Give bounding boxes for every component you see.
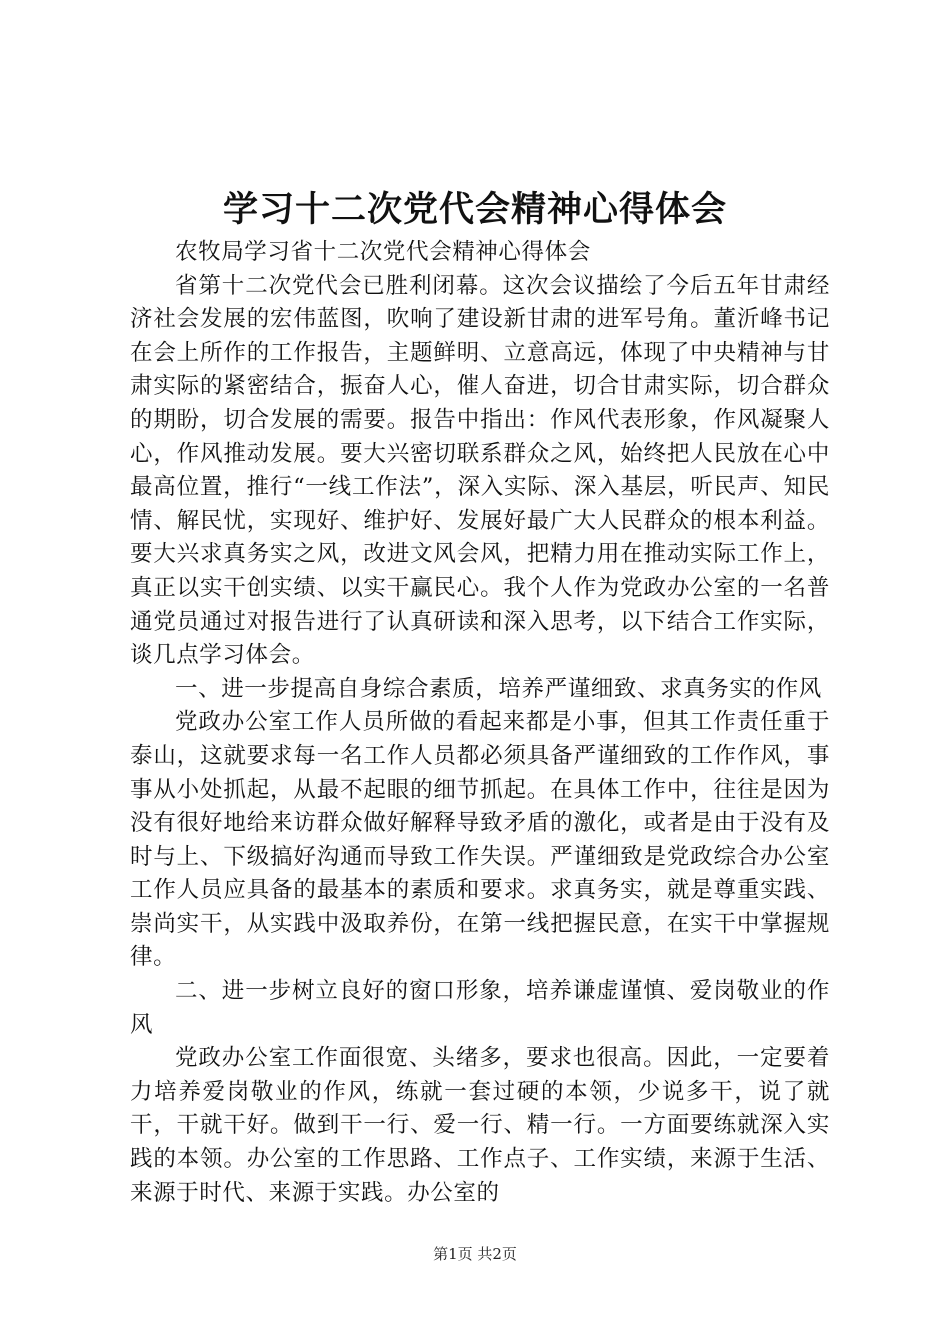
section-2-paragraph: 党政办公室工作面很宽、头绪多，要求也很高。因此，一定要着力培养爱岗敬业的作风，练就一套过硬的本领，少说多干，说了就干，干就干好。做到干一行、爱一行、精一行。一方面要练就深入实践的本领。办公室的工作思路、工作点子、工作实绩，来源于生活、来源于时代、来源于实践。办公室的 <box>130 1045 830 1206</box>
intro-paragraph: 省第十二次党代会已胜利闭幕。这次会议描绘了今后五年甘肃经济社会发展的宏伟蓝图，吹响了建设新甘肃的进军号角。董沂峰书记在会上所作的工作报告，主题鲜明、立意高远，体现了中央精神与甘肃实际的紧密结合，振奋人心，催人奋进，切合甘肃实际，切合群众的期盼，切合发展的需要。报告中指出：作风代表形象，作风凝聚人心，作风推动发展。要大兴密切联系群众之风，始终把人民放在心中最高位置，推行“一线工作法”，深入实际、深入基层，听民声、知民情、解民忧，实现好、维护好、发展好最广大人民群众的根本利益。要大兴求真务实之风，改进文风会风，把精力用在推动实际工作上，真正以实干创实绩、以实干赢民心。我个人作为党政办公室的一名普通党员通过对报告进行了认真研读和深入思考，以下结合工作实际，谈几点学习体会。 <box>130 272 830 669</box>
document-title: 学习十二次党代会精神心得体会 <box>222 189 727 230</box>
section-heading-2: 二、进一步树立良好的窗口形象，培养谦虚谨慎、爱岗敬业的作风 <box>130 978 830 1038</box>
document-body <box>130 236 830 1210</box>
section-1-paragraph: 党政办公室工作人员所做的看起来都是小事，但其工作责任重于泰山，这就要求每一名工作人员都必须具备严谨细致的工作作风，事事从小处抓起，从最不起眼的细节抓起。在具体工作中，往往是因为没有很好地给来访群众做好解释导致矛盾的激化，或者是由于没有及时与上、下级搞好沟通而导致工作失误。严谨细致是党政综合办公室工作人员应具备的最基本的素质和要求。求真务实，就是尊重实践、崇尚实干，从实践中汲取养份，在第一线把握民意，在实干中掌握规律。 <box>130 709 830 971</box>
subtitle-paragraph: 农牧局学习省十二次党代会精神心得体会 <box>175 239 591 265</box>
section-heading-1: 一、进一步提高自身综合素质，培养严谨细致、求真务实的作风 <box>175 675 822 702</box>
page-footer: 第1页 共2页 <box>433 1245 517 1263</box>
